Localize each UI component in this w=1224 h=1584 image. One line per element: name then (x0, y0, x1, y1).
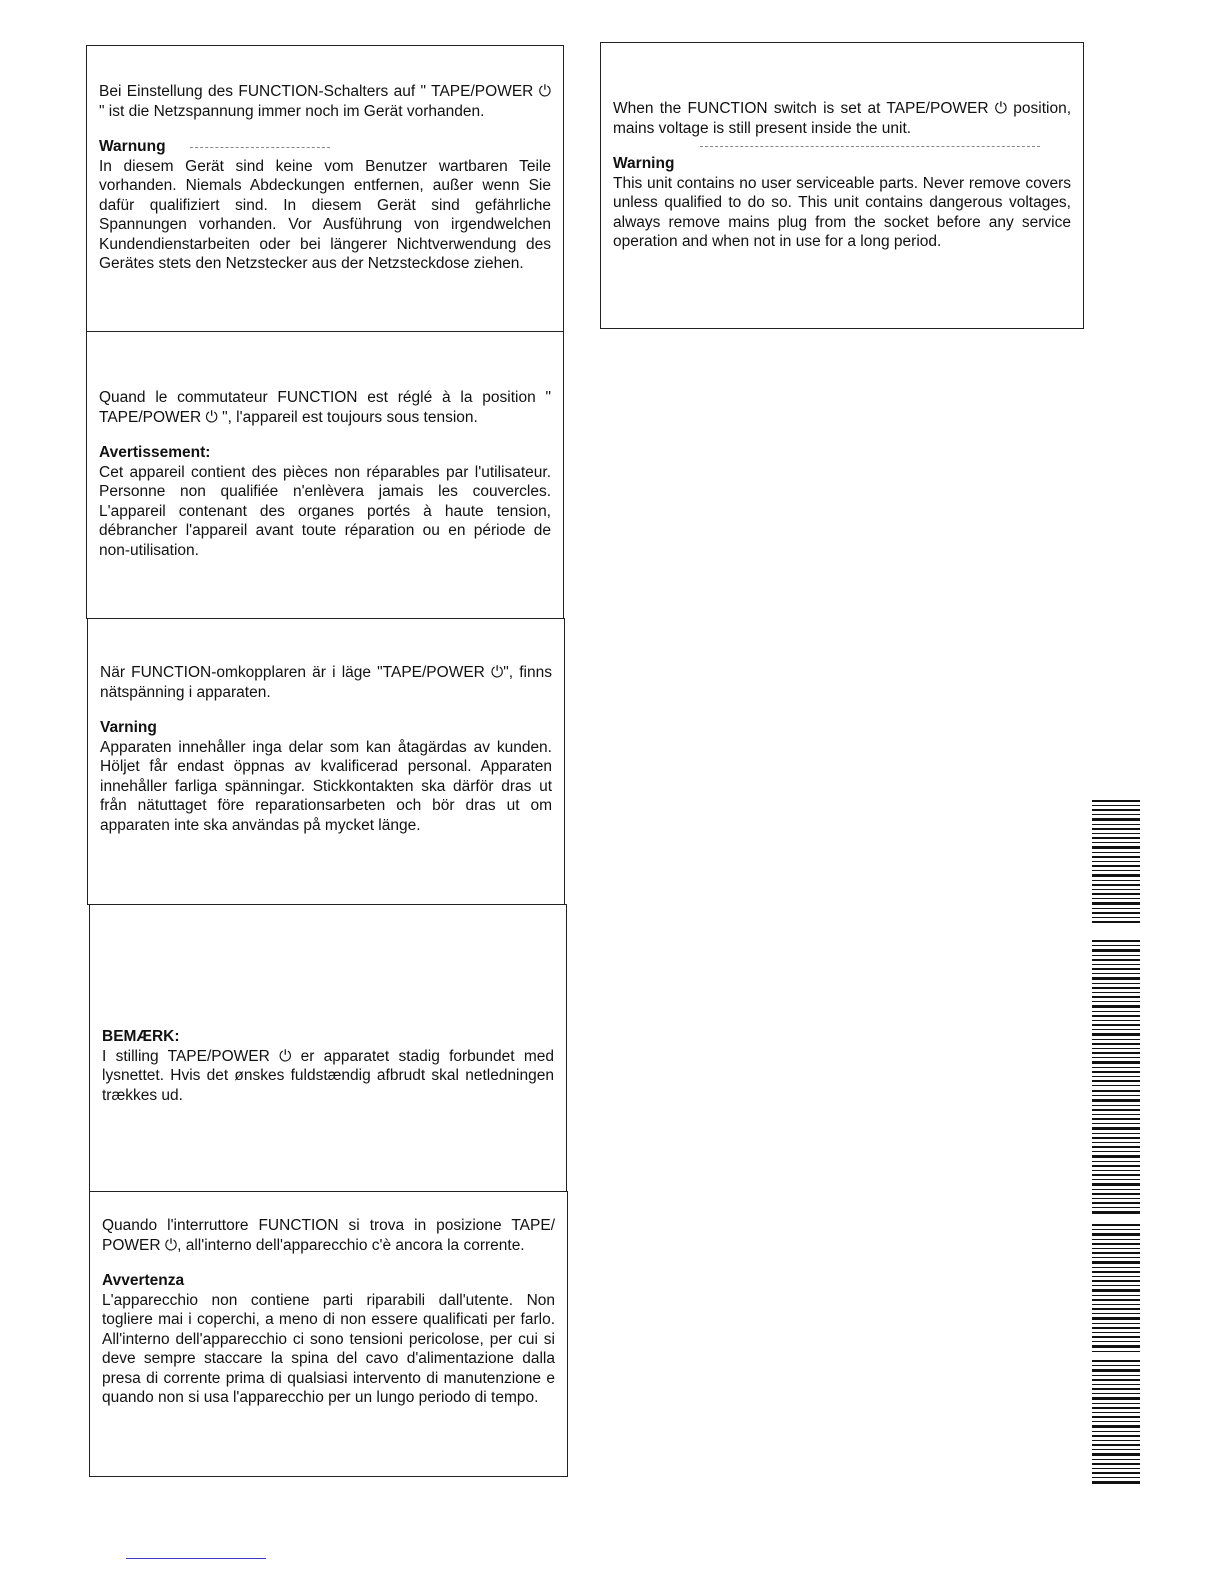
notice-box-danish (89, 904, 567, 1192)
notice-body-german: In diesem Gerät sind keine vom Benutzer wartbaren Teile vorhanden. Niemals Abdeckungen entfernen, außer wenn Sie dafür qualifiziert sind. In diesem Gerät sind gefährliche Spannungen vorhanden. Vor Ausführung von irgendwelchen Kundendienstarbeiten oder bei längerer Nichtverwendung des Gerätes stets den Netzstecker aus der Netzsteckdose ziehen. (99, 157, 551, 272)
notice-body-swedish: Apparaten innehåller inga delar som kan åtagärdas av kunden. Höljet får endast öppnas av kvalificerad personal. Apparaten innehåller farliga spänningar. Stickkontakten ska därför dras ut från nätuttaget före reparationsarbeten och bör dras ut om apparaten inte ska användas på mycket länge. (100, 738, 552, 834)
bottom-accent-rule (126, 1558, 266, 1559)
notice-intro-italian: Quando l'interruttore FUNCTION si trova in posizione TAPE/ POWER ⏻, all'interno dell'apparecchio c'è ancora la corrente. (102, 1217, 555, 1254)
scan-artifact-line (700, 146, 1040, 147)
notice-body-french: Cet appareil contient des pièces non réparables par l'utilisateur. Personne non qualifiée n'enlèvera jamais les couvercles. L'appareil contenant des organes portés à haute tension, débrancher l'appareil avant toute réparation ou en période de non-utilisation. (99, 463, 551, 559)
notice-heading-italian: Avvertenza (102, 1272, 185, 1289)
notice-intro-german: Bei Einstellung des FUNCTION-Schalters auf " TAPE/POWER ⏻ " ist die Netzspannung immer noch im Gerät vorhanden. (99, 83, 551, 120)
notice-intro-english: When the FUNCTION switch is set at TAPE/POWER ⏻ position, mains voltage is still present inside the unit. (613, 100, 1071, 137)
notice-box-swedish (87, 618, 565, 905)
notice-box-italian (89, 1191, 568, 1477)
notice-box-french (86, 331, 564, 619)
notice-heading-french: Avertissement: (99, 444, 211, 461)
notice-heading-german: Warnung (99, 138, 166, 155)
notice-box-german (86, 45, 564, 332)
notice-heading-swedish: Varning (100, 719, 157, 736)
notice-heading-english: Warning (613, 155, 675, 172)
notice-intro-french: Quand le commutateur FUNCTION est réglé à la position " TAPE/POWER ⏻ ", l'appareil est toujours sous tension. (99, 389, 551, 426)
barcode-image (1092, 800, 1140, 1490)
notice-body-danish: I stilling TAPE/POWER ⏻ er apparatet stadig forbundet med lysnettet. Hvis det ønskes fuldstændig afbrudt skal netledningen trækkes ud. (102, 1047, 554, 1104)
notice-body-italian: L'apparecchio non contiene parti riparabili dall'utente. Non togliere mai i coperchi, a meno di non essere qualificati per farlo. All'interno dell'apparecchio ci sono tensioni pericolose, per cui si deve sempre staccare la spina del cavo d'alimentazione dalla presa di corrente prima di qualsiasi intervento di manutenzione e quando non si usa l'apparecchio per un lungo periodo di tempo. (102, 1291, 555, 1406)
notice-box-english (600, 42, 1084, 329)
notice-body-english: This unit contains no user serviceable parts. Never remove covers unless qualified to do so. This unit contains dangerous voltages, always remove mains plug from the socket before any service operation and when not in use for a long period. (613, 174, 1071, 250)
notice-intro-swedish: När FUNCTION-omkopplaren är i läge "TAPE/POWER ⏻", finns nätspänning i apparaten. (100, 664, 552, 701)
notice-heading-danish: BEMÆRK: (102, 1028, 180, 1045)
scan-artifact-line (190, 147, 330, 148)
